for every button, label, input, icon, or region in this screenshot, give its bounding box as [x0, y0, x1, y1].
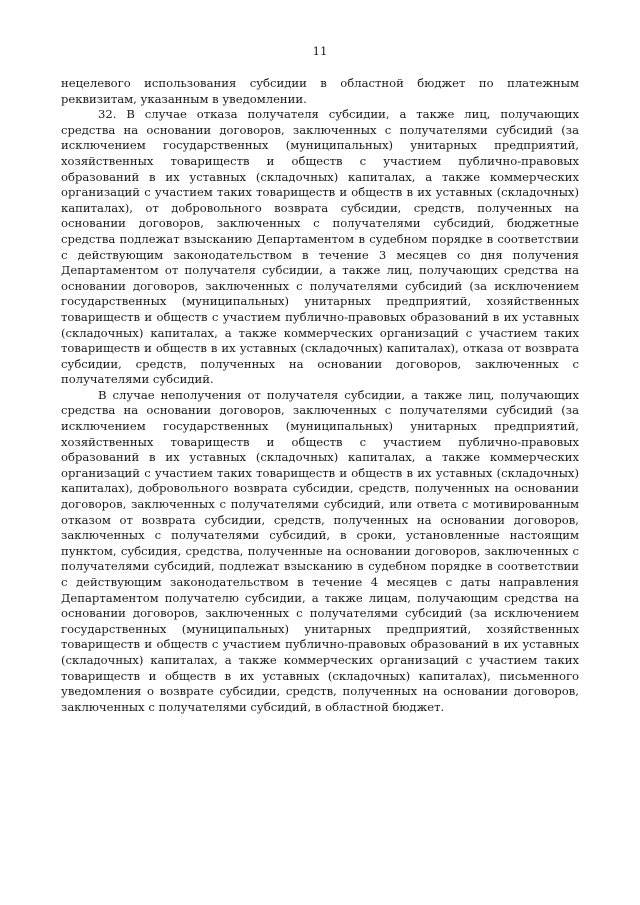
paragraph-clause-32: 32. В случае отказа получателя субсидии, а также лиц, получающих средства на основании договоров, заключенных с получателями субсидий (за исключением государственных (муниципальных) унитарных предприятий, хозяйственных товариществ и обществ с участием публично-правовых образований в их уставных (складочных) капиталах, а также коммерческих организаций с участием таких товариществ и обществ в их уставных (складочных) капиталах), от добровольного возврата субсидии, средств, полученных на основании договоров, заключенных с получателями субсидий, бюджетные средства подлежат взысканию Департаментом в судебном порядке в соответствии с действующим законодательством в течение 3 месяцев со дня получения Департаментом от получателя субсидии, а также лиц, получающих средства на основании договоров, заключенных с получателями субсидий (за исключением государственных (муниципальных) унитарных предприятий, хозяйственных товариществ и обществ с участием публично-правовых образований в их уставных (складочных) капиталах, а также коммерческих организаций с участием таких товариществ и обществ в их уставных (складочных) капиталах), отказа от возврата субсидии, средств, полученных на основании договоров, заключенных с получателями субсидий. — [61, 107, 579, 387]
document-body — [61, 76, 579, 715]
paragraph-continuation: нецелевого использования субсидии в областной бюджет по платежным реквизитам, указанным в уведомлении. — [61, 76, 579, 106]
page-number: 11 — [312, 44, 328, 58]
paragraph-non-receipt: В случае неполучения от получателя субсидии, а также лиц, получающих средства на основании договоров, заключенных с получателями субсидий (за исключением государственных (муниципальных) унитарных предприятий, хозяйственных товариществ и обществ с участием публично-правовых образований в их уставных (складочных) капиталах, а также коммерческих организаций с участием таких товариществ и обществ в их уставных (складочных) капиталах), добровольного возврата субсидии, средств, полученных на основании договоров, заключенных с получателями субсидий, или ответа с мотивированным отказом от возврата субсидии, средств, полученных на основании договоров, заключенных с получателями субсидий, в сроки, установленные настоящим пунктом, субсидия, средства, полученные на основании договоров, заключенных с получателями субсидий, подлежат взысканию в судебном порядке в соответствии с действующим законодательством в течение 4 месяцев с даты направления Департаментом получателю субсидии, а также лицам, получающим средства на основании договоров, заключенных с получателями субсидий (за исключением государственных (муниципальных) унитарных предприятий, хозяйственных товариществ и обществ с участием публично-правовых образований в их уставных (складочных) капиталах, а также коммерческих организаций с участием таких товариществ и обществ в их уставных (складочных) капиталах), письменного уведомления о возврате субсидии, средств, полученных на основании договоров, заключенных с получателями субсидий, в областной бюджет. — [61, 387, 579, 714]
